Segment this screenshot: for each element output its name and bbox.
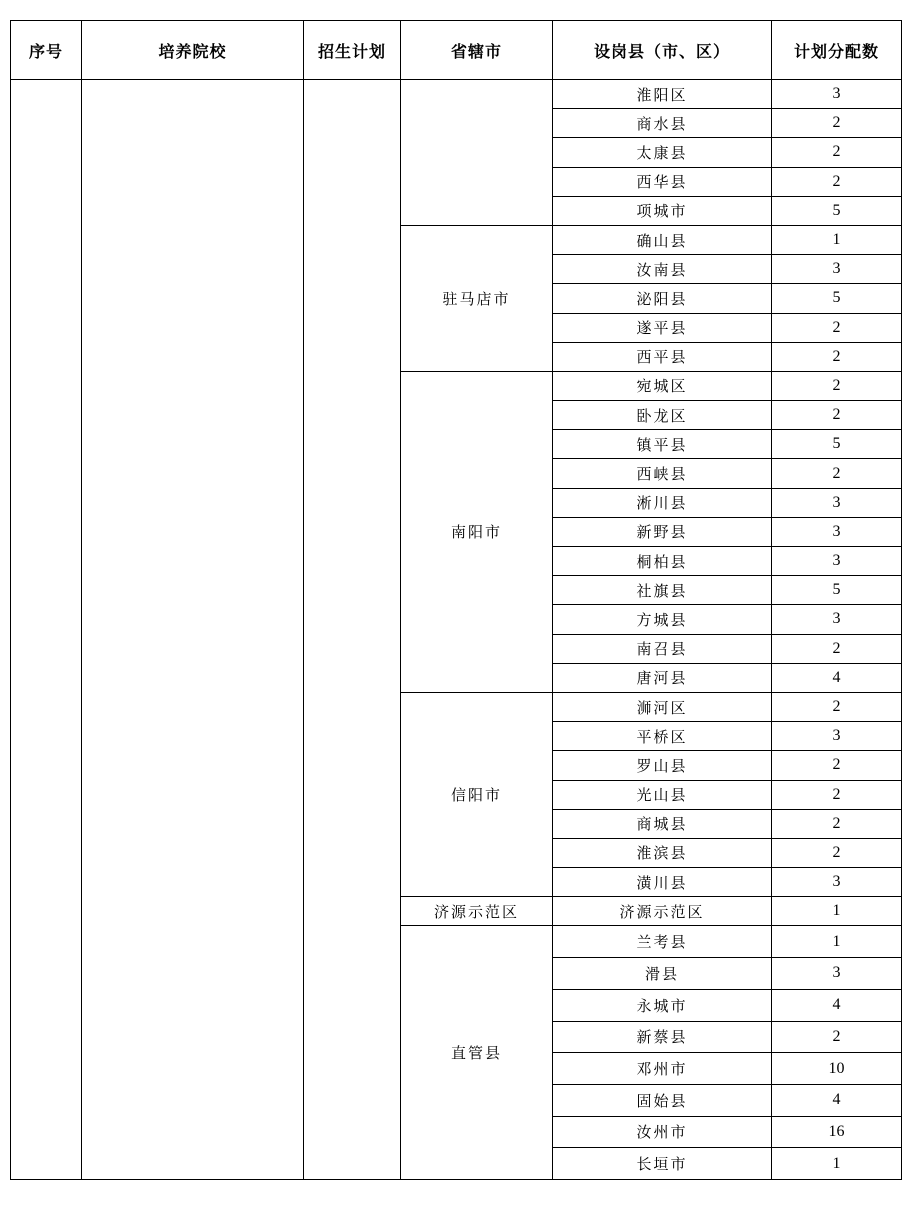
header-index: 序号 <box>11 21 82 80</box>
county-cell: 遂平县 <box>553 313 772 342</box>
allocation-count-cell: 4 <box>772 663 902 692</box>
county-cell: 新蔡县 <box>553 1021 772 1053</box>
county-cell: 光山县 <box>553 780 772 809</box>
table-body <box>11 80 902 1180</box>
county-cell: 宛城区 <box>553 371 772 400</box>
allocation-count-cell: 3 <box>772 547 902 576</box>
index-cell <box>11 80 82 1180</box>
allocation-count-cell: 2 <box>772 401 902 430</box>
county-cell: 平桥区 <box>553 722 772 751</box>
city-cell: 南阳市 <box>401 371 553 692</box>
allocation-count-cell: 4 <box>772 1084 902 1116</box>
allocation-count-cell: 5 <box>772 576 902 605</box>
county-cell: 镇平县 <box>553 430 772 459</box>
allocation-count-cell: 2 <box>772 1021 902 1053</box>
allocation-count-cell: 3 <box>772 722 902 751</box>
county-cell: 滑县 <box>553 958 772 990</box>
county-cell: 卧龙区 <box>553 401 772 430</box>
county-cell: 淮阳区 <box>553 80 772 109</box>
allocation-count-cell: 3 <box>772 80 902 109</box>
allocation-count-cell: 2 <box>772 838 902 867</box>
allocation-count-cell: 2 <box>772 138 902 167</box>
allocation-count-cell: 1 <box>772 1148 902 1180</box>
county-cell: 济源示范区 <box>553 897 772 926</box>
county-cell: 南召县 <box>553 634 772 663</box>
allocation-count-cell: 1 <box>772 897 902 926</box>
header-county: 设岗县（市、区） <box>553 21 772 80</box>
city-cell: 济源示范区 <box>401 897 553 926</box>
county-cell: 兰考县 <box>553 926 772 958</box>
city-cell <box>401 80 553 226</box>
county-cell: 确山县 <box>553 225 772 254</box>
county-cell: 项城市 <box>553 196 772 225</box>
allocation-count-cell: 1 <box>772 225 902 254</box>
allocation-count-cell: 16 <box>772 1116 902 1148</box>
table-row <box>11 80 902 109</box>
allocation-count-cell: 2 <box>772 371 902 400</box>
county-cell: 永城市 <box>553 989 772 1021</box>
city-cell: 驻马店市 <box>401 225 553 371</box>
allocation-count-cell: 3 <box>772 255 902 284</box>
county-cell: 浉河区 <box>553 692 772 721</box>
allocation-count-cell: 2 <box>772 692 902 721</box>
county-cell: 社旗县 <box>553 576 772 605</box>
county-cell: 唐河县 <box>553 663 772 692</box>
county-cell: 淅川县 <box>553 488 772 517</box>
county-cell: 商城县 <box>553 809 772 838</box>
allocation-count-cell: 2 <box>772 167 902 196</box>
allocation-count-cell: 10 <box>772 1053 902 1085</box>
county-cell: 罗山县 <box>553 751 772 780</box>
county-cell: 淮滨县 <box>553 838 772 867</box>
city-cell: 信阳市 <box>401 692 553 896</box>
county-cell: 方城县 <box>553 605 772 634</box>
header-school: 培养院校 <box>82 21 304 80</box>
county-cell: 西平县 <box>553 342 772 371</box>
allocation-count-cell: 4 <box>772 989 902 1021</box>
school-cell <box>82 80 304 1180</box>
county-cell: 长垣市 <box>553 1148 772 1180</box>
enrollment-plan-cell <box>304 80 401 1180</box>
allocation-count-cell: 2 <box>772 313 902 342</box>
header-city: 省辖市 <box>401 21 553 80</box>
allocation-count-cell: 3 <box>772 958 902 990</box>
county-cell: 桐柏县 <box>553 547 772 576</box>
allocation-count-cell: 3 <box>772 517 902 546</box>
county-cell: 西华县 <box>553 167 772 196</box>
allocation-count-cell: 5 <box>772 284 902 313</box>
county-cell: 潢川县 <box>553 868 772 897</box>
allocation-count-cell: 3 <box>772 488 902 517</box>
county-cell: 西峡县 <box>553 459 772 488</box>
header-row <box>11 21 902 80</box>
city-cell: 直管县 <box>401 926 553 1180</box>
county-cell: 新野县 <box>553 517 772 546</box>
allocation-count-cell: 5 <box>772 196 902 225</box>
header-allocation: 计划分配数 <box>772 21 902 80</box>
allocation-count-cell: 2 <box>772 751 902 780</box>
county-cell: 太康县 <box>553 138 772 167</box>
county-cell: 汝南县 <box>553 255 772 284</box>
header-enrollment-plan: 招生计划 <box>304 21 401 80</box>
allocation-count-cell: 1 <box>772 926 902 958</box>
allocation-table <box>10 20 902 1180</box>
allocation-count-cell: 2 <box>772 109 902 138</box>
allocation-count-cell: 3 <box>772 868 902 897</box>
county-cell: 商水县 <box>553 109 772 138</box>
allocation-count-cell: 2 <box>772 780 902 809</box>
allocation-count-cell: 3 <box>772 605 902 634</box>
allocation-count-cell: 2 <box>772 459 902 488</box>
county-cell: 邓州市 <box>553 1053 772 1085</box>
allocation-count-cell: 2 <box>772 634 902 663</box>
allocation-table-wrapper <box>10 20 902 1180</box>
allocation-count-cell: 2 <box>772 809 902 838</box>
allocation-count-cell: 5 <box>772 430 902 459</box>
county-cell: 汝州市 <box>553 1116 772 1148</box>
county-cell: 泌阳县 <box>553 284 772 313</box>
county-cell: 固始县 <box>553 1084 772 1116</box>
allocation-count-cell: 2 <box>772 342 902 371</box>
